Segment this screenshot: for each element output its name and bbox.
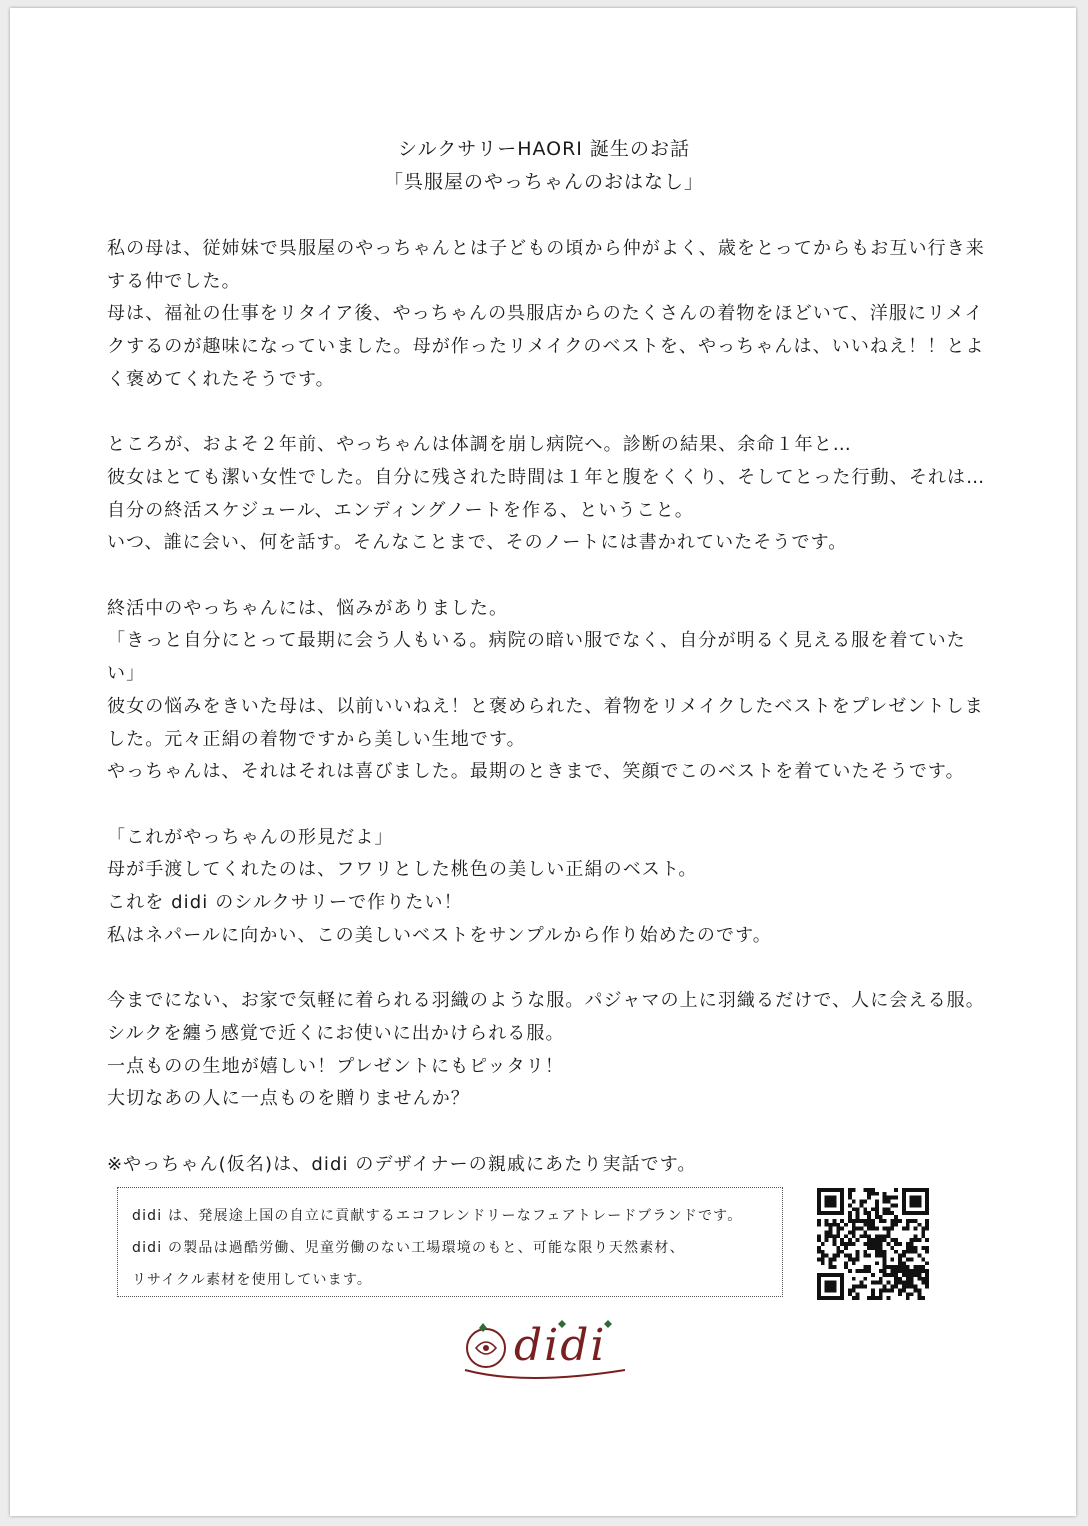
paragraph-product	[107, 985, 987, 1116]
text-line: い」	[107, 663, 146, 685]
text-line: 私の母は、従姉妹で呉服屋のやっちゃんとは子どもの頃から仲がよく、歳をとってからもお互い行き来	[107, 238, 985, 259]
text-line: 彼女の悩みをきいた母は、以前いいねえ！と褒められた、着物をリメイクしたベストをプレゼントしま	[107, 695, 984, 717]
text-line: クするのが趣味になっていました。母が作ったリメイクのベストを、やっちゃんは、いいねえ！！とよ	[107, 336, 985, 358]
text-line: ※やっちゃん(仮名)は、didi のデザイナーの親戚にあたり実話です。	[107, 1153, 697, 1175]
text-line: やっちゃんは、それはそれは喜びました。最期のときまで、笑顔でこのベストを着ていたそうです。	[107, 761, 965, 783]
text-line: 大切なあの人に一点ものを贈りませんか？	[107, 1088, 470, 1110]
paragraph-keepsake	[107, 822, 987, 953]
title-line-2: 「呉服屋のやっちゃんのおはなし」	[383, 171, 704, 193]
title-line-1: シルクサリーHAORI 誕生のお話	[398, 138, 690, 160]
note-line: didi の製品は過酷労働、児童労働のない工場環境のもと、可能な限り天然素材、	[132, 1240, 685, 1256]
story-body	[107, 233, 987, 1214]
qr-code[interactable]	[817, 1188, 929, 1300]
text-line: 「これがやっちゃんの形見だよ」	[107, 826, 394, 848]
text-line: した。元々正絹の着物ですから美しい生地です。	[107, 728, 526, 750]
text-line: シルクを纏う感覚で近くにお使いに出かけられる服。	[107, 1022, 565, 1044]
text-line: 一点ものの生地が嬉しい！プレゼントにもピッタリ！	[107, 1055, 564, 1077]
text-line: 終活中のやっちゃんには、悩みがありました。	[107, 597, 509, 619]
text-line: いつ、誰に会い、何を話す。そんなことまで、そのノートには書かれていたそうです。	[107, 532, 848, 554]
text-line: これを didi のシルクサリーで作りたい！	[107, 892, 463, 914]
note-line: リサイクル素材を使用しています。	[132, 1272, 373, 1288]
text-line: ところが、およそ２年前、やっちゃんは体調を崩し病院へ。診断の結果、余命１年と…	[107, 434, 852, 456]
text-line: 自分の終活スケジュール、エンディングノートを作る、ということ。	[107, 499, 694, 521]
text-line: 彼女はとても潔い女性でした。自分に残された時間は１年と腹をくくり、そしてとった行動、それは…	[107, 466, 986, 488]
paragraph-illness	[107, 429, 987, 560]
text-line: く褒めてくれたそうです。	[107, 368, 335, 390]
paragraph-worry	[107, 593, 987, 789]
paragraph-footnote	[107, 1149, 987, 1182]
note-line: didi は、発展途上国の自立に貢献するエコフレンドリーなフェアトレードブランドです。	[132, 1208, 743, 1224]
text-line: 母が手渡してくれたのは、フワリとした桃色の美しい正絹のベスト。	[107, 859, 698, 881]
text-line: する仲でした。	[107, 270, 241, 292]
text-line: 「きっと自分にとって最期に会う人もいる。病院の暗い服でなく、自分が明るく見える服を着ていた	[107, 630, 966, 652]
logo-wordmark: didi	[514, 1320, 607, 1371]
text-line: 今までにない、お家で気軽に着られる羽織のような服。パジャマの上に羽織るだけで、人に会える服。	[107, 990, 985, 1012]
paragraph-childhood	[107, 233, 987, 397]
brand-note-box	[117, 1187, 783, 1297]
text-line: 私はネパールに向かい、この美しいベストをサンプルから作り始めたのです。	[107, 924, 772, 946]
document-title	[0, 133, 1088, 199]
qr-code-icon	[817, 1188, 929, 1300]
text-line: 母は、福祉の仕事をリタイア後、やっちゃんの呉服店からのたくさんの着物をほどいて、洋服にリメイ	[107, 303, 984, 325]
didi-logo	[462, 1318, 628, 1382]
